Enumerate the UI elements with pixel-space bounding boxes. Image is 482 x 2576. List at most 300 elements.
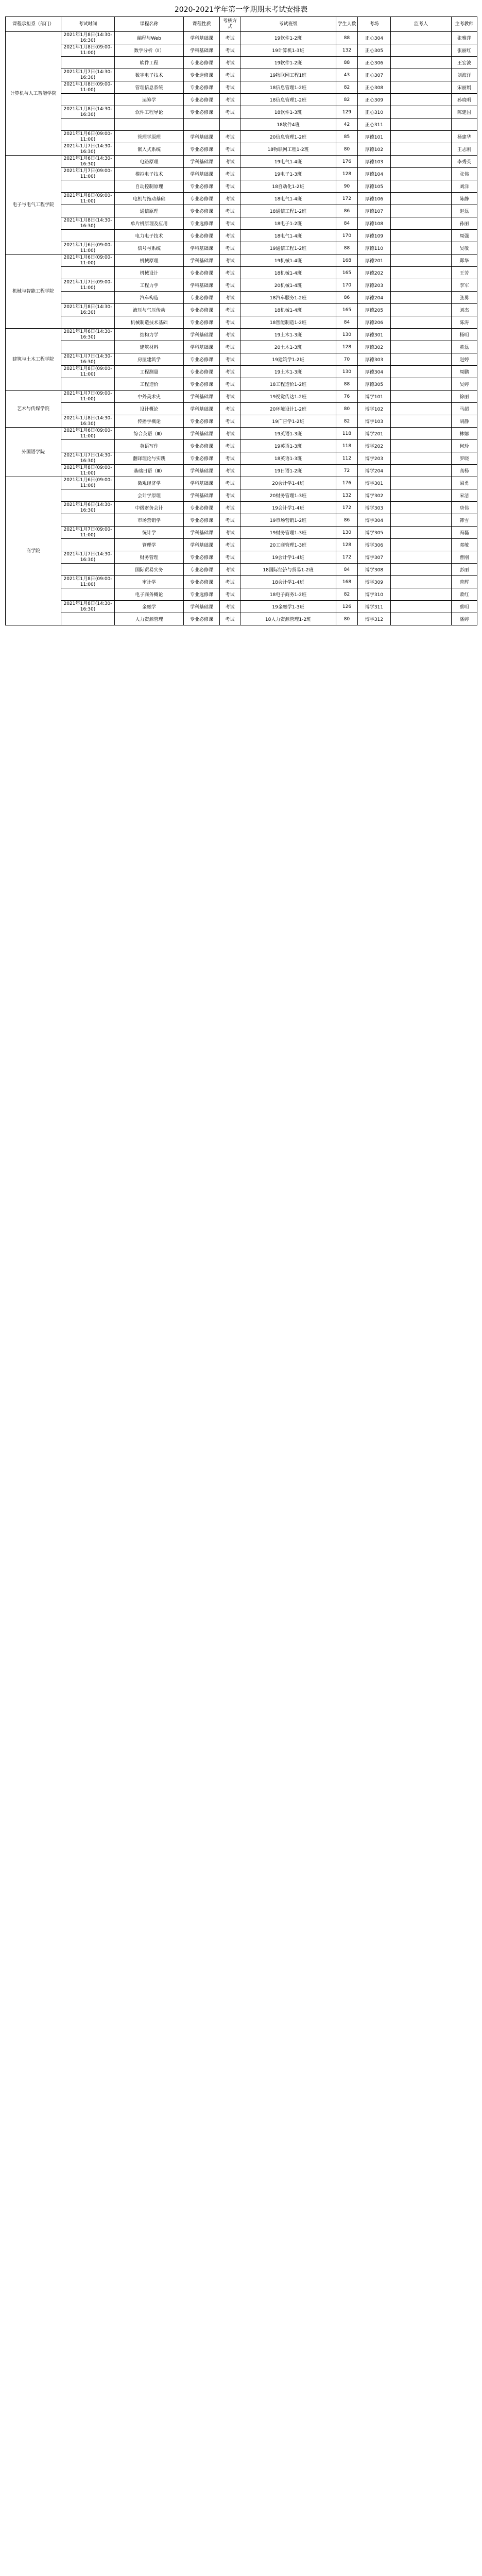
exam-room-cell: 博学204: [358, 465, 391, 477]
exam-class-cell: 18物联网工程1-2班: [240, 143, 336, 156]
exam-method-cell: 考试: [220, 106, 240, 118]
exam-time-cell: 2021年1月8日(09:00-11:00): [61, 193, 115, 205]
table-row: [6, 143, 477, 156]
table-row: [6, 81, 477, 94]
table-row: [6, 69, 477, 81]
course-type-cell: 学科基础课: [184, 403, 220, 415]
exam-class-cell: 19日语1-2班: [240, 465, 336, 477]
exam-time-cell: 2021年1月8日(09:00-11:00): [61, 576, 115, 588]
table-row: [6, 304, 477, 316]
table-row: [6, 539, 477, 551]
course-type-cell: 学科基础课: [184, 242, 220, 255]
student-count-cell: 170: [336, 230, 358, 242]
course-type-cell: 学科基础课: [184, 601, 220, 613]
table-row: [6, 502, 477, 514]
exam-class-cell: 18自动化1-2班: [240, 180, 336, 193]
exam-class-cell: 19土木1-3班: [240, 329, 336, 341]
exam-class-cell: 19软件1-2班: [240, 57, 336, 69]
exam-time-cell: 2021年1月8日(14:30-16:30): [61, 32, 115, 44]
table-row: [6, 588, 477, 601]
exam-room-cell: 厚德203: [358, 279, 391, 292]
course-name-cell: 机械制造技术基础: [115, 316, 184, 329]
examiner-cell: 邓敏: [452, 539, 477, 551]
proctor-cell: [391, 341, 452, 353]
examiner-cell: 孙晓明: [452, 94, 477, 106]
proctor-cell: [391, 279, 452, 292]
proctor-cell: [391, 452, 452, 465]
exam-method-cell: 考试: [220, 539, 240, 551]
proctor-cell: [391, 118, 452, 131]
exam-method-cell: 考试: [220, 57, 240, 69]
examiner-cell: 林娜: [452, 428, 477, 440]
course-type-cell: 学科基础课: [184, 539, 220, 551]
proctor-cell: [391, 217, 452, 230]
examiner-cell: 宋丽娟: [452, 81, 477, 94]
course-type-cell: 专业必修课: [184, 57, 220, 69]
student-count-cell: 129: [336, 106, 358, 118]
examiner-cell: 王芳: [452, 267, 477, 279]
course-name-cell: 数字电子技术: [115, 69, 184, 81]
exam-room-cell: 正心307: [358, 69, 391, 81]
course-name-cell: 市场营销学: [115, 514, 184, 527]
course-type-cell: 专业必修课: [184, 193, 220, 205]
table-row: [6, 477, 477, 489]
exam-room-cell: 博学308: [358, 564, 391, 576]
exam-class-cell: 18智能制造1-2班: [240, 316, 336, 329]
exam-class-cell: 18汽车服务1-2班: [240, 292, 336, 304]
examiner-cell: 马超: [452, 403, 477, 415]
student-count-cell: 85: [336, 131, 358, 143]
table-row: [6, 440, 477, 452]
course-name-cell: 房屋建筑学: [115, 353, 184, 366]
exam-method-cell: 考试: [220, 131, 240, 143]
exam-class-cell: 18工程造价1-2班: [240, 378, 336, 391]
table-row: [6, 44, 477, 57]
exam-method-cell: 考试: [220, 341, 240, 353]
exam-method-cell: 考试: [220, 267, 240, 279]
course-type-cell: 学科基础课: [184, 489, 220, 502]
exam-time-cell: 2021年1月6日(09:00-11:00): [61, 477, 115, 489]
course-name-cell: 建筑材料: [115, 341, 184, 353]
course-name-cell: 中外美术史: [115, 391, 184, 403]
course-name-cell: 中级财务会计: [115, 502, 184, 514]
student-count-cell: 88: [336, 242, 358, 255]
course-type-cell: 专业必修课: [184, 205, 220, 217]
student-count-cell: 176: [336, 477, 358, 489]
exam-room-cell: 厚德104: [358, 168, 391, 180]
exam-time-cell: 2021年1月7日(09:00-11:00): [61, 279, 115, 292]
table-row: [6, 415, 477, 428]
exam-time-cell: [61, 316, 115, 329]
course-name-cell: 金融学: [115, 601, 184, 613]
exam-time-cell: 2021年1月6日(14:30-16:30): [61, 502, 115, 514]
student-count-cell: 84: [336, 564, 358, 576]
student-count-cell: 128: [336, 341, 358, 353]
col-header-proctor: 监考人: [391, 17, 452, 32]
student-count-cell: 118: [336, 440, 358, 452]
student-count-cell: 132: [336, 489, 358, 502]
exam-method-cell: 考试: [220, 440, 240, 452]
course-name-cell: 电路原理: [115, 156, 184, 168]
examiner-cell: 杨建华: [452, 131, 477, 143]
examiner-cell: 萧红: [452, 588, 477, 601]
exam-class-cell: 19会计学1-4班: [240, 551, 336, 564]
table-row: [6, 106, 477, 118]
proctor-cell: [391, 378, 452, 391]
exam-room-cell: 厚德110: [358, 242, 391, 255]
table-row: [6, 94, 477, 106]
proctor-cell: [391, 156, 452, 168]
exam-time-cell: [61, 613, 115, 625]
course-name-cell: [115, 118, 184, 131]
proctor-cell: [391, 366, 452, 378]
exam-room-cell: 博学305: [358, 527, 391, 539]
exam-class-cell: 20机械1-4班: [240, 279, 336, 292]
student-count-cell: 170: [336, 279, 358, 292]
course-name-cell: 财务管理: [115, 551, 184, 564]
proctor-cell: [391, 527, 452, 539]
student-count-cell: 82: [336, 94, 358, 106]
exam-time-cell: 2021年1月7日(14:30-16:30): [61, 143, 115, 156]
exam-room-cell: 厚德301: [358, 329, 391, 341]
course-name-cell: 电子商务概论: [115, 588, 184, 601]
exam-method-cell: 考试: [220, 489, 240, 502]
exam-room-cell: 厚德206: [358, 316, 391, 329]
course-type-cell: 专业选修课: [184, 69, 220, 81]
exam-class-cell: 19市场营销1-2班: [240, 514, 336, 527]
exam-method-cell: 考试: [220, 514, 240, 527]
exam-method-cell: 考试: [220, 193, 240, 205]
examiner-cell: 杨明: [452, 329, 477, 341]
table-row: [6, 255, 477, 267]
exam-room-cell: 厚德101: [358, 131, 391, 143]
examiner-cell: 郑华: [452, 255, 477, 267]
table-row: [6, 452, 477, 465]
exam-room-cell: 博学102: [358, 403, 391, 415]
course-name-cell: 传播学概论: [115, 415, 184, 428]
exam-method-cell: 考试: [220, 94, 240, 106]
course-name-cell: 信号与系统: [115, 242, 184, 255]
exam-time-cell: 2021年1月8日(09:00-11:00): [61, 465, 115, 477]
table-row: [6, 551, 477, 564]
examiner-cell: 王宏波: [452, 57, 477, 69]
exam-room-cell: 厚德205: [358, 304, 391, 316]
exam-class-cell: 19软件1-2班: [240, 32, 336, 44]
student-count-cell: 112: [336, 452, 358, 465]
examiner-cell: 韩雪: [452, 514, 477, 527]
proctor-cell: [391, 440, 452, 452]
student-count-cell: 172: [336, 551, 358, 564]
exam-class-cell: 18机械1-4班: [240, 304, 336, 316]
course-name-cell: 工程测量: [115, 366, 184, 378]
exam-time-cell: 2021年1月8日(09:00-11:00): [61, 81, 115, 94]
course-type-cell: 学科基础课: [184, 44, 220, 57]
exam-method-cell: 考试: [220, 452, 240, 465]
col-header-course: 课程名称: [115, 17, 184, 32]
exam-method-cell: 考试: [220, 44, 240, 57]
exam-time-cell: 2021年1月8日(14:30-16:30): [61, 601, 115, 613]
exam-method-cell: 考试: [220, 180, 240, 193]
exam-time-cell: [61, 514, 115, 527]
exam-time-cell: 2021年1月6日(09:00-11:00): [61, 242, 115, 255]
exam-class-cell: 20土木1-3班: [240, 341, 336, 353]
student-count-cell: 165: [336, 267, 358, 279]
table-row: [6, 428, 477, 440]
examiner-cell: 周强: [452, 230, 477, 242]
exam-class-cell: 18软件4班: [240, 118, 336, 131]
exam-time-cell: [61, 341, 115, 353]
exam-method-cell: 考试: [220, 415, 240, 428]
student-count-cell: 80: [336, 613, 358, 625]
exam-room-cell: 厚德303: [358, 353, 391, 366]
course-type-cell: 专业必修课: [184, 564, 220, 576]
student-count-cell: 70: [336, 353, 358, 366]
course-type-cell: 专业必修课: [184, 366, 220, 378]
course-type-cell: 学科基础课: [184, 465, 220, 477]
exam-class-cell: 19金融学1-3班: [240, 601, 336, 613]
page-title: 2020-2021学年第一学期期末考试安排表: [174, 6, 308, 14]
course-name-cell: 管理信息系统: [115, 81, 184, 94]
course-name-cell: 工程力学: [115, 279, 184, 292]
exam-method-cell: 考试: [220, 428, 240, 440]
exam-method-cell: 考试: [220, 255, 240, 267]
student-count-cell: 130: [336, 366, 358, 378]
exam-method-cell: 考试: [220, 168, 240, 180]
exam-room-cell: 博学203: [358, 452, 391, 465]
proctor-cell: [391, 292, 452, 304]
exam-method-cell: 考试: [220, 564, 240, 576]
course-name-cell: 编程与Web: [115, 32, 184, 44]
proctor-cell: [391, 131, 452, 143]
exam-time-cell: [61, 564, 115, 576]
exam-class-cell: 18电子商务1-2班: [240, 588, 336, 601]
exam-method-cell: 考试: [220, 551, 240, 564]
table-row: [6, 514, 477, 527]
table-row: [6, 32, 477, 44]
course-type-cell: 专业必修课: [184, 230, 220, 242]
exam-class-cell: 20信息管理1-2班: [240, 131, 336, 143]
course-name-cell: 数学分析（Ⅱ）: [115, 44, 184, 57]
examiner-cell: 蔡明: [452, 601, 477, 613]
student-count-cell: 80: [336, 403, 358, 415]
exam-time-cell: 2021年1月7日(09:00-11:00): [61, 168, 115, 180]
dept-cell: 艺术与传媒学院: [6, 391, 61, 428]
course-type-cell: 学科基础课: [184, 255, 220, 267]
proctor-cell: [391, 489, 452, 502]
exam-method-cell: 考试: [220, 378, 240, 391]
course-name-cell: 统计学: [115, 527, 184, 539]
course-type-cell: 专业必修课: [184, 551, 220, 564]
student-count-cell: 88: [336, 57, 358, 69]
examiner-cell: 张雅萍: [452, 32, 477, 44]
dept-cell: 电子与电气工程学院: [6, 156, 61, 255]
course-name-cell: 汽车构造: [115, 292, 184, 304]
exam-time-cell: 2021年1月8日(09:00-11:00): [61, 44, 115, 57]
exam-method-cell: 考试: [220, 477, 240, 489]
exam-room-cell: 厚德108: [358, 217, 391, 230]
exam-room-cell: 正心306: [358, 57, 391, 69]
student-count-cell: 165: [336, 304, 358, 316]
table-body: [6, 32, 477, 625]
examiner-cell: 陈建国: [452, 106, 477, 118]
exam-method-cell: 考试: [220, 230, 240, 242]
proctor-cell: [391, 465, 452, 477]
col-header-time: 考试时间: [61, 17, 115, 32]
dept-cell: 商学院: [6, 477, 61, 625]
table-row: [6, 131, 477, 143]
proctor-cell: [391, 576, 452, 588]
exam-room-cell: 博学202: [358, 440, 391, 452]
course-type-cell: 专业必修课: [184, 143, 220, 156]
exam-time-cell: 2021年1月8日(09:00-11:00): [61, 366, 115, 378]
exam-room-cell: 厚德106: [358, 193, 391, 205]
proctor-cell: [391, 94, 452, 106]
col-header-count: 学生人数: [336, 17, 358, 32]
exam-class-cell: 19计算机1-3班: [240, 44, 336, 57]
course-name-cell: 机械设计: [115, 267, 184, 279]
course-name-cell: 会计学原理: [115, 489, 184, 502]
proctor-cell: [391, 304, 452, 316]
exam-class-cell: 19土木1-3班: [240, 366, 336, 378]
course-type-cell: 学科基础课: [184, 341, 220, 353]
table-row: [6, 118, 477, 131]
student-count-cell: 168: [336, 255, 358, 267]
examiner-cell: 张丽红: [452, 44, 477, 57]
course-name-cell: 结构力学: [115, 329, 184, 341]
student-count-cell: 86: [336, 514, 358, 527]
table-row: [6, 193, 477, 205]
exam-method-cell: 考试: [220, 304, 240, 316]
exam-time-cell: 2021年1月6日(14:30-16:30): [61, 156, 115, 168]
table-row: [6, 205, 477, 217]
exam-class-cell: 19物联网工程1班: [240, 69, 336, 81]
exam-method-cell: 考试: [220, 32, 240, 44]
table-row: [6, 613, 477, 625]
exam-method-cell: 考试: [220, 588, 240, 601]
exam-class-cell: 19广告学1-2班: [240, 415, 336, 428]
col-header-method: 考核方式: [220, 17, 240, 32]
exam-room-cell: 博学304: [358, 514, 391, 527]
exam-method-cell: 考试: [220, 613, 240, 625]
exam-room-cell: 博学311: [358, 601, 391, 613]
exam-room-cell: 厚德103: [358, 156, 391, 168]
course-name-cell: 电机与拖动基础: [115, 193, 184, 205]
student-count-cell: 80: [336, 143, 358, 156]
exam-room-cell: 正心304: [358, 32, 391, 44]
exam-time-cell: [61, 489, 115, 502]
student-count-cell: 132: [336, 44, 358, 57]
student-count-cell: 76: [336, 391, 358, 403]
course-name-cell: 管理学: [115, 539, 184, 551]
table-row: [6, 156, 477, 168]
table-row: [6, 366, 477, 378]
exam-time-cell: 2021年1月7日(14:30-16:30): [61, 69, 115, 81]
course-name-cell: 模拟电子技术: [115, 168, 184, 180]
exam-class-cell: 19英语1-3班: [240, 440, 336, 452]
page: [5, 0, 477, 625]
course-name-cell: 审计学: [115, 576, 184, 588]
course-type-cell: 学科基础课: [184, 329, 220, 341]
course-name-cell: 管理学原理: [115, 131, 184, 143]
student-count-cell: 172: [336, 502, 358, 514]
exam-room-cell: 博学307: [358, 551, 391, 564]
course-type-cell: 专业必修课: [184, 292, 220, 304]
table-row: [6, 292, 477, 304]
exam-class-cell: 19电气1-4班: [240, 156, 336, 168]
proctor-cell: [391, 180, 452, 193]
exam-method-cell: 考试: [220, 143, 240, 156]
course-type-cell: 学科基础课: [184, 527, 220, 539]
exam-time-cell: 2021年1月7日(14:30-16:30): [61, 452, 115, 465]
exam-class-cell: 18人力资源管理1-2班: [240, 613, 336, 625]
proctor-cell: [391, 415, 452, 428]
course-type-cell: 专业必修课: [184, 514, 220, 527]
proctor-cell: [391, 32, 452, 44]
exam-time-cell: 2021年1月6日(09:00-11:00): [61, 428, 115, 440]
student-count-cell: 86: [336, 292, 358, 304]
exam-method-cell: 考试: [220, 391, 240, 403]
exam-class-cell: 18软件1-3班: [240, 106, 336, 118]
proctor-cell: [391, 551, 452, 564]
examiner-cell: 吴敏: [452, 242, 477, 255]
proctor-cell: [391, 477, 452, 489]
examiner-cell: 罗晓: [452, 452, 477, 465]
course-name-cell: 电力电子技术: [115, 230, 184, 242]
exam-room-cell: 博学201: [358, 428, 391, 440]
table-row: [6, 57, 477, 69]
student-count-cell: 128: [336, 168, 358, 180]
col-header-examiner: 主考教师: [452, 17, 477, 32]
exam-time-cell: 2021年1月7日(14:30-16:30): [61, 353, 115, 366]
exam-room-cell: 厚德107: [358, 205, 391, 217]
examiner-cell: 何玲: [452, 440, 477, 452]
exam-room-cell: 博学310: [358, 588, 391, 601]
examiner-cell: 高杨: [452, 465, 477, 477]
proctor-cell: [391, 57, 452, 69]
proctor-cell: [391, 106, 452, 118]
examiner-cell: 陈涛: [452, 316, 477, 329]
exam-method-cell: 考试: [220, 81, 240, 94]
course-name-cell: 设计概论: [115, 403, 184, 415]
course-type-cell: 学科基础课: [184, 279, 220, 292]
proctor-cell: [391, 353, 452, 366]
table-row: [6, 217, 477, 230]
exam-class-cell: 18英语1-3班: [240, 452, 336, 465]
table-row: [6, 601, 477, 613]
table-row: [6, 465, 477, 477]
examiner-cell: 冯磊: [452, 527, 477, 539]
course-name-cell: 机械原理: [115, 255, 184, 267]
proctor-cell: [391, 143, 452, 156]
table-row: [6, 168, 477, 180]
course-name-cell: 人力资源管理: [115, 613, 184, 625]
table-row: [6, 180, 477, 193]
examiner-cell: 李军: [452, 279, 477, 292]
course-type-cell: 学科基础课: [184, 391, 220, 403]
table-row: [6, 527, 477, 539]
exam-room-cell: 正心311: [358, 118, 391, 131]
course-name-cell: 液压与气压传动: [115, 304, 184, 316]
table-row: [6, 378, 477, 391]
exam-room-cell: 厚德305: [358, 378, 391, 391]
course-name-cell: 软件工程导论: [115, 106, 184, 118]
exam-time-cell: 2021年1月6日(09:00-11:00): [61, 131, 115, 143]
exam-time-cell: [61, 440, 115, 452]
exam-class-cell: 18会计学1-4班: [240, 576, 336, 588]
student-count-cell: 84: [336, 316, 358, 329]
course-type-cell: 专业选修课: [184, 217, 220, 230]
table-row: [6, 576, 477, 588]
